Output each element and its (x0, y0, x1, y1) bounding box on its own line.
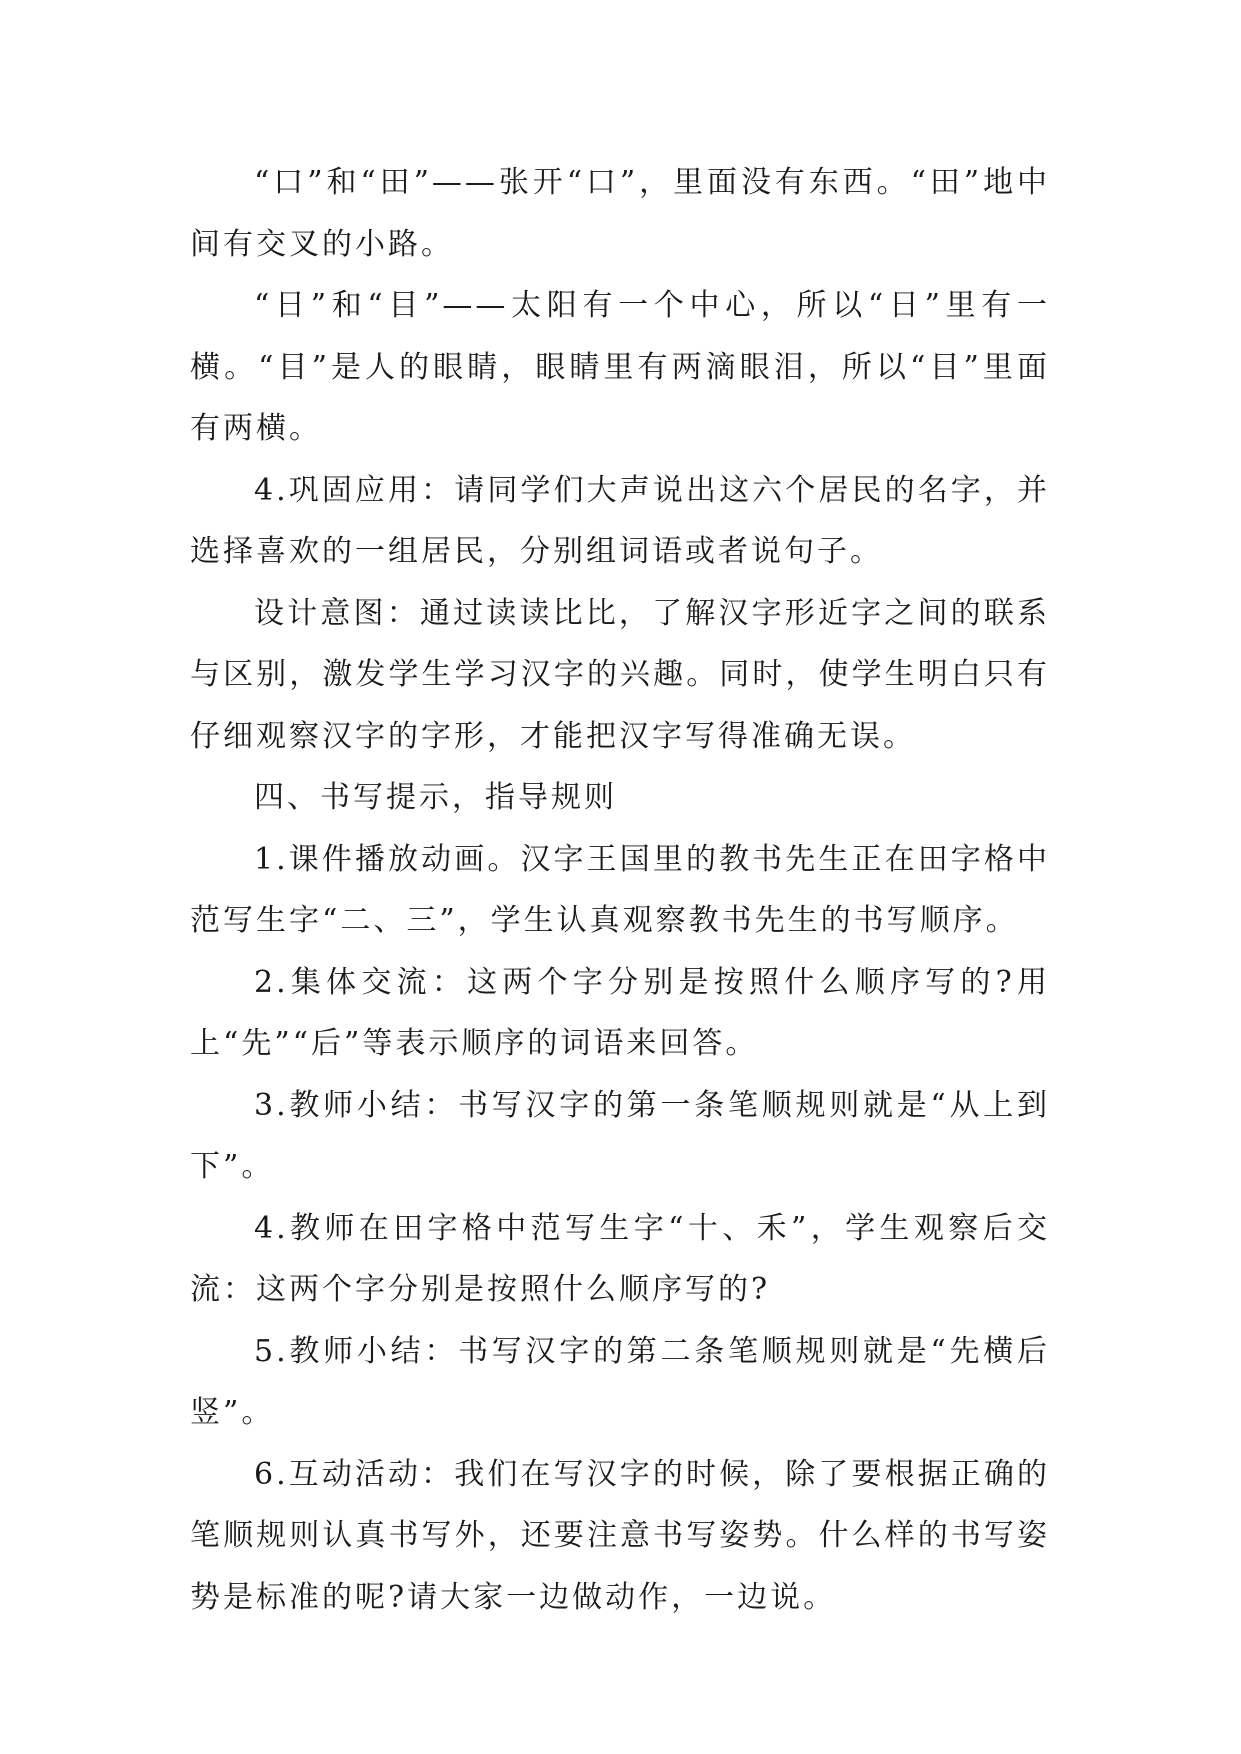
paragraph-step-2: 2.集体交流：这两个字分别是按照什么顺序写的?用上“先”“后”等表示顺序的词语来回答。 (190, 964, 1050, 1061)
paragraph-step-6: 6.互动活动：我们在写汉字的时候，除了要根据正确的笔顺规则认真书写外，还要注意书写姿势。什么样的书写姿势是标准的呢?请大家一边做动作，一边说。 (190, 1456, 1050, 1615)
paragraph-kou-tian: “口”和“田”——张开“口”，里面没有东西。“田”地中间有交叉的小路。 (190, 165, 1050, 262)
paragraph-step-1: 1.课件播放动画。汉字王国里的教书先生正在田字格中范写生字“二、三”，学生认真观察教书先生的书写顺序。 (190, 841, 1050, 938)
paragraph-design-intent: 设计意图：通过读读比比，了解汉字形近字之间的联系与区别，激发学生学习汉字的兴趣。同时，使学生明白只有仔细观察汉字的字形，才能把汉字写得准确无误。 (190, 595, 1050, 754)
paragraph-step-5: 5.教师小结：书写汉字的第二条笔顺规则就是“先横后竖”。 (190, 1333, 1050, 1430)
paragraph-step-4: 4.教师在田字格中范写生字“十、禾”，学生观察后交流：这两个字分别是按照什么顺序写的? (190, 1210, 1050, 1307)
document-body (190, 152, 1050, 1628)
paragraph-ri-mu: “日”和“目”——太阳有一个中心，所以“日”里有一横。“目”是人的眼睛，眼睛里有两滴眼泪，所以“目”里面有两横。 (190, 288, 1050, 446)
paragraph-step-3: 3.教师小结：书写汉字的第一条笔顺规则就是“从上到下”。 (190, 1087, 1050, 1184)
paragraph-consolidate: 4.巩固应用：请同学们大声说出这六个居民的名字，并选择喜欢的一组居民，分别组词语或者说句子。 (190, 472, 1050, 569)
section-heading: 四、书写提示，指导规则 (254, 780, 617, 815)
